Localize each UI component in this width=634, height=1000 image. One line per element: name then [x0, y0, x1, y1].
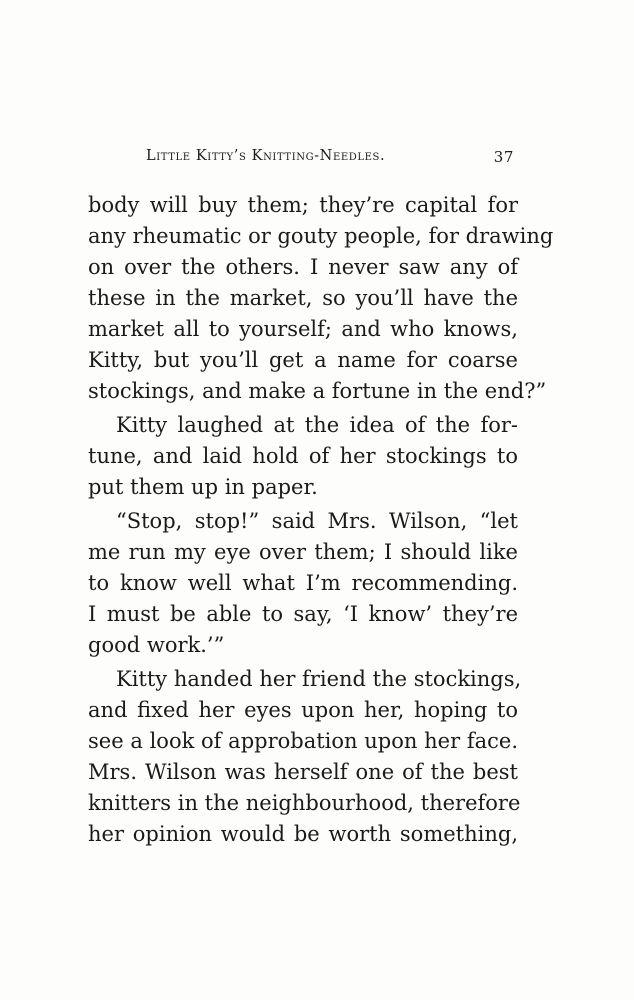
- text-line: see a look of approbation upon her face.: [88, 729, 518, 753]
- text-line: her opinion would be worth something,: [88, 822, 518, 846]
- running-title: Little Kitty’s Knitting-Needles.: [146, 148, 386, 164]
- text-line: Kitty laughed at the idea of the for-: [116, 413, 518, 437]
- page-number: 37: [493, 148, 514, 166]
- text-line: Kitty handed her friend the stockings,: [116, 667, 522, 691]
- text-line: knitters in the neighbourhood, therefore: [88, 791, 521, 815]
- text-line: these in the market, so you’ll have the: [88, 286, 518, 310]
- text-line: to know well what I’m recommending.: [88, 571, 518, 595]
- text-line: and fixed her eyes upon her, hoping to: [88, 698, 518, 722]
- text-line: me run my eye over them; I should like: [88, 540, 518, 564]
- text-line: any rheumatic or gouty people, for drawing: [88, 224, 554, 248]
- text-line: “Stop, stop!” said Mrs. Wilson, “let: [116, 509, 518, 533]
- text-line: on over the others. I never saw any of: [88, 255, 518, 279]
- text-line: Mrs. Wilson was herself one of the best: [88, 760, 518, 784]
- text-line: put them up in paper.: [88, 475, 318, 499]
- text-line: good work.’”: [88, 633, 225, 657]
- text-line: tune, and laid hold of her stockings to: [88, 444, 518, 468]
- text-line: stockings, and make a fortune in the end?”: [88, 379, 547, 403]
- text-line: market all to yourself; and who knows,: [88, 317, 518, 341]
- text-line: Kitty, but you’ll get a name for coarse: [88, 348, 518, 372]
- text-line: I must be able to say, ‘I know’ they’re: [88, 602, 518, 626]
- running-header: [88, 148, 514, 172]
- text-line: body will buy them; they’re capital for: [88, 193, 518, 217]
